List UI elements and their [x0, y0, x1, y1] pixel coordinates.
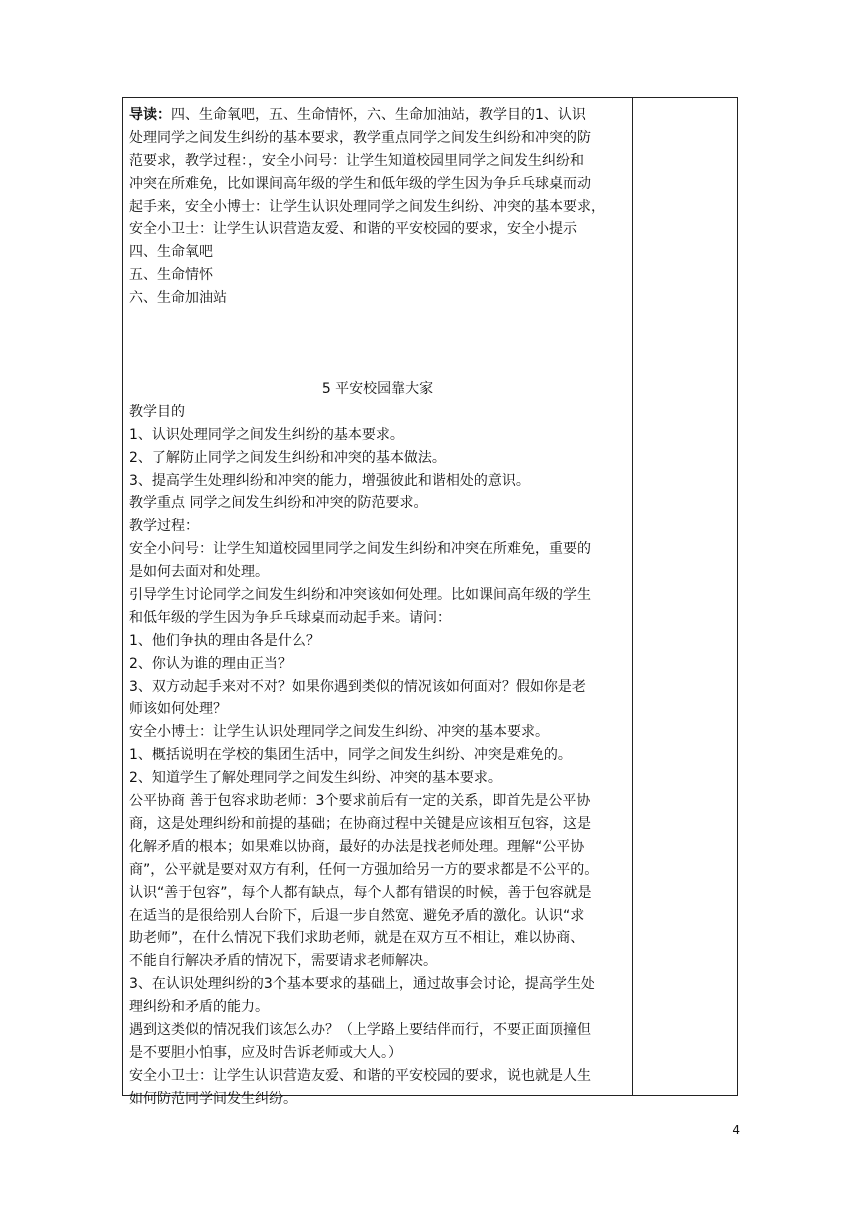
intro-line: 冲突在所难免，比如课间高年级的学生和低年级的学生因为争乒乓球桌而动 [129, 175, 591, 192]
lesson-table [122, 97, 738, 1107]
blank-space [129, 310, 626, 378]
intro-line: 五、生命情怀 [129, 267, 213, 284]
intro-first-line-text: 四、生命氧吧，五、生命情怀，六、生命加油站，教学目的1、认识 [171, 107, 586, 123]
lesson-section [129, 378, 626, 1111]
lesson-line: 教学过程： [129, 518, 199, 535]
intro-line: 四、生命氧吧 [129, 244, 213, 261]
intro-line: 六、生命加油站 [129, 290, 227, 307]
lesson-line: 是不要胆小怕事，应及时告诉老师或大人。） [129, 1044, 402, 1061]
page-number: 4 [732, 1123, 740, 1137]
lesson-line: 是如何去面对和处理。 [129, 564, 269, 581]
lesson-line: 1、他们争执的理由各是什么？ [129, 632, 320, 649]
lesson-line: 2、你认为谁的理由正当？ [129, 655, 292, 672]
lesson-line: 引导学生讨论同学之间发生纠纷和冲突该如何处理。比如课间高年级的学生 [129, 587, 591, 604]
lesson-line: 2、了解防止同学之间发生纠纷和冲突的基本做法。 [129, 449, 446, 466]
lesson-line: 在适当的是很给别人台阶下，后退一步自然宽、避免矛盾的激化。认识“求 [129, 907, 585, 924]
lesson-line: 1、认识处理同学之间发生纠纷的基本要求。 [129, 426, 404, 443]
lesson-line: 安全小博士：让学生认识处理同学之间发生纠纷、冲突的基本要求。 [129, 724, 549, 741]
lesson-line: 2、知道学生了解处理同学之间发生纠纷、冲突的基本要求。 [129, 770, 502, 787]
notes-cell [633, 98, 737, 1095]
intro-label: 导读： [129, 107, 171, 123]
lesson-line: 1、概括说明在学校的集团生活中，同学之间发生纠纷、冲突是难免的。 [129, 747, 572, 764]
lesson-line: 3、双方动起手来对不对？如果你遇到类似的情况该如何面对？假如你是老 [129, 678, 586, 695]
lesson-line: 教学重点 同学之间发生纠纷和冲突的防范要求。 [129, 495, 428, 512]
lesson-line: 不能自行解决矛盾的情况下，需要请求老师解决。 [129, 953, 437, 970]
lesson-line: 安全小问号：让学生知道校园里同学之间发生纠纷和冲突在所难免，重要的 [129, 541, 591, 558]
lesson-line: 化解矛盾的根本；如果难以协商，最好的办法是找老师处理。理解“公平协 [129, 838, 585, 855]
intro-section [129, 104, 626, 310]
lesson-line: 助老师”，在什么情况下我们求助老师，就是在双方互不相让，难以协商、 [129, 930, 585, 947]
lesson-line: 和低年级的学生因为争乒乓球桌而动起手来。请问： [129, 609, 451, 626]
lesson-line: 认识“善于包容”，每个人都有缺点，每个人都有错误的时候，善于包容就是 [129, 884, 592, 901]
lesson-line: 如何防范同学间发生纠纷。 [129, 1090, 297, 1107]
lesson-line: 理纠纷和矛盾的能力。 [129, 999, 269, 1016]
lesson-line: 安全小卫士：让学生认识营造友爱、和谐的平安校园的要求，说也就是人生 [129, 1067, 591, 1084]
lesson-line: 师该如何处理？ [129, 701, 227, 718]
intro-line: 起手来，安全小博士：让学生认识处理同学之间发生纠纷、冲突的基本要求， [129, 198, 605, 215]
lesson-line: 教学目的 [129, 403, 185, 420]
lesson-line: 3、提高学生处理纠纷和冲突的能力，增强彼此和谐相处的意识。 [129, 472, 530, 489]
intro-line: 处理同学之间发生纠纷的基本要求，教学重点同学之间发生纠纷和冲突的防 [129, 129, 591, 146]
lesson-line: 3、在认识处理纠纷的3个基本要求的基础上，通过故事会讨论，提高学生处 [129, 976, 595, 993]
intro-line: 范要求，教学过程：，安全小问号：让学生知道校园里同学之间发生纠纷和 [129, 152, 584, 169]
intro-first-line [129, 104, 626, 127]
lesson-line: 公平协商 善于包容求助老师：3个要求前后有一定的关系，即首先是公平协 [129, 793, 591, 810]
lesson-line: 商，这是处理纠纷和前提的基础；在协商过程中关键是应该相互包容，这是 [129, 815, 591, 832]
lesson-title: 5 平安校园靠大家 [321, 381, 434, 398]
lesson-line: 商”，公平就是要对双方有利，任何一方强加给另一方的要求都是不公平的。 [129, 861, 599, 878]
intro-line: 安全小卫士：让学生认识营造友爱、和谐的平安校园的要求，安全小提示 [129, 221, 577, 238]
main-content-cell [123, 98, 632, 1107]
lesson-line: 遇到这类似的情况我们该怎么办？（上学路上要结伴而行，不要正面顶撞但 [129, 1021, 591, 1038]
